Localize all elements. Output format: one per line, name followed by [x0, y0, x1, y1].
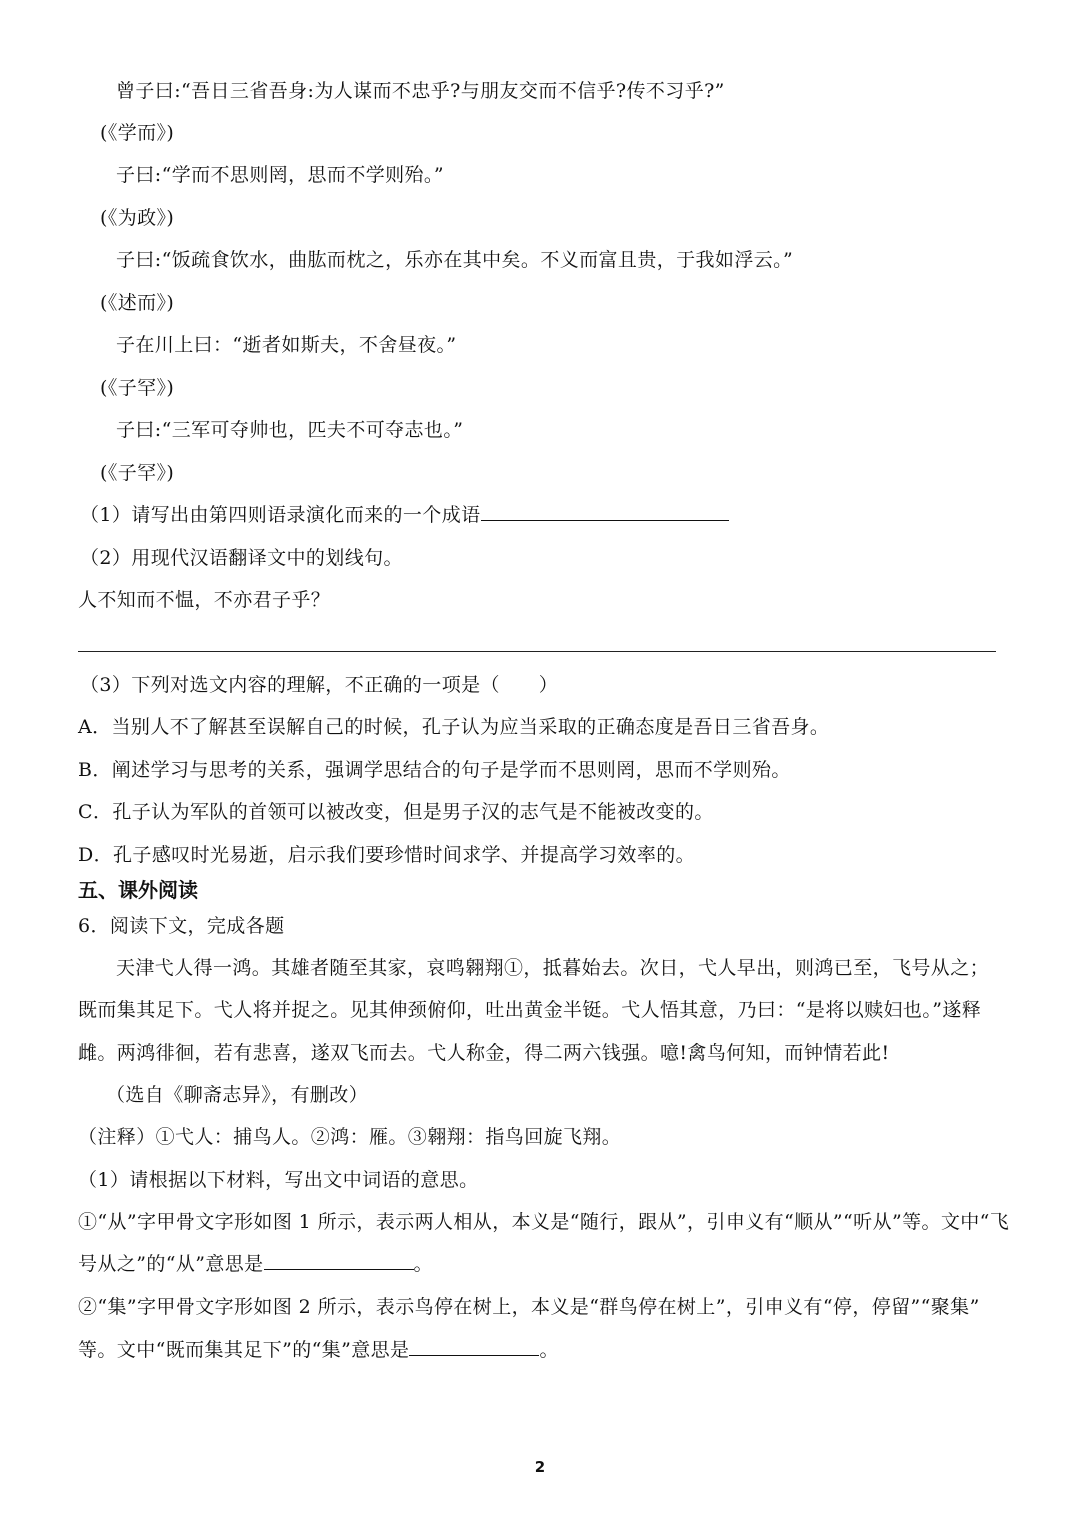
material-1-line-2	[78, 1251, 433, 1277]
source-zihan-2: (《子罕》)	[100, 462, 175, 484]
option-c: C．孔子认为军队的首领可以被改变，但是男子汉的志气是不能被改变的。	[78, 801, 714, 823]
passage-line-2: 既而集其足下。弋人将并捉之。见其伸颈俯仰，吐出黄金半铤。弋人悟其意，乃曰：“是将以赎妇也。”遂释	[78, 999, 982, 1021]
material-2-prompt: 等。文中“既而集其足下”的“集”意思是	[78, 1339, 410, 1361]
quote-xue-si: 子曰:“学而不思则罔，思而不学则殆。”	[116, 164, 444, 186]
question-1	[80, 502, 729, 528]
quote-fan-shu: 子曰:“饭疏食饮水，曲肱而枕之，乐亦在其中矣。不义而富且贵，于我如浮云。”	[116, 249, 794, 271]
passage-line-3: 雌。两鸿徘徊，若有悲喜，遂双飞而去。弋人称金，得二两六钱强。噫!禽鸟何知，而钟情若此!	[78, 1042, 890, 1064]
quote-zengzi: 曾子曰:“吾日三省吾身:为人谋而不忠乎?与朋友交而不信乎?传不习乎?”	[116, 80, 725, 102]
option-b: B．阐述学习与思考的关系，强调学思结合的句子是学而不思则罔，思而不学则殆。	[78, 759, 791, 781]
material-1-end: 。	[413, 1253, 433, 1275]
quote-chuan-shang: 子在川上曰：“逝者如斯夫，不舍昼夜。”	[116, 334, 457, 356]
answer-blank-cong[interactable]	[264, 1251, 414, 1270]
passage-line-1: 天津弋人得一鸿。其雄者随至其家，哀鸣翱翔①，抵暮始去。次日，弋人早出，则鸿已至，飞号从之；	[116, 957, 990, 979]
answer-blank-idiom[interactable]	[481, 502, 729, 521]
question-1-text: （1）请写出由第四则语录演化而来的一个成语	[80, 504, 481, 526]
passage-notes: （注释）①弋人：捕鸟人。②鸿：雁。③翱翔：指鸟回旋飞翔。	[78, 1126, 622, 1148]
page-number: 2	[534, 1458, 546, 1476]
answer-line-translation[interactable]	[78, 651, 996, 652]
source-weizheng: (《为政》)	[100, 207, 175, 229]
source-xueer: (《学而》)	[100, 122, 175, 144]
quote-san-jun: 子曰:“三军可夺帅也，匹夫不可夺志也。”	[116, 419, 464, 441]
sub-question-1: （1）请根据以下材料，写出文中词语的意思。	[78, 1169, 479, 1191]
underlined-sentence: 人不知而不愠，不亦君子乎？	[78, 589, 331, 611]
question-2: （2）用现代汉语翻译文中的划线句。	[80, 547, 403, 569]
section-heading: 五、课外阅读	[78, 878, 198, 902]
passage-source: （选自《聊斋志异》，有删改）	[106, 1084, 369, 1106]
option-a: A．当别人不了解甚至误解自己的时候，孔子认为应当采取的正确态度是吾日三省吾身。	[78, 716, 830, 738]
source-zihan-1: (《子罕》)	[100, 377, 175, 399]
material-2-end: 。	[539, 1339, 559, 1361]
material-1-prompt: 号从之”的“从”意思是	[78, 1253, 264, 1275]
question-3: （3）下列对选文内容的理解，不正确的一项是（ ）	[80, 674, 559, 696]
material-2-line-1: ②“集”字甲骨文字形如图 2 所示，表示鸟停在树上，本义是“群鸟停在树上”，引申义有“停，停留”“聚集”	[78, 1296, 980, 1318]
source-shuer: (《述而》)	[100, 292, 175, 314]
option-d: D．孔子感叹时光易逝，启示我们要珍惜时间求学、并提高学习效率的。	[78, 844, 696, 866]
question-6: 6．阅读下文，完成各题	[78, 915, 285, 937]
material-2-line-2	[78, 1337, 559, 1363]
material-1-line-1: ①“从”字甲骨文字形如图 1 所示，表示两人相从，本义是“随行，跟从”，引申义有“顺从”“听从”等。文中“飞	[78, 1211, 1010, 1233]
answer-blank-ji[interactable]	[409, 1337, 539, 1356]
